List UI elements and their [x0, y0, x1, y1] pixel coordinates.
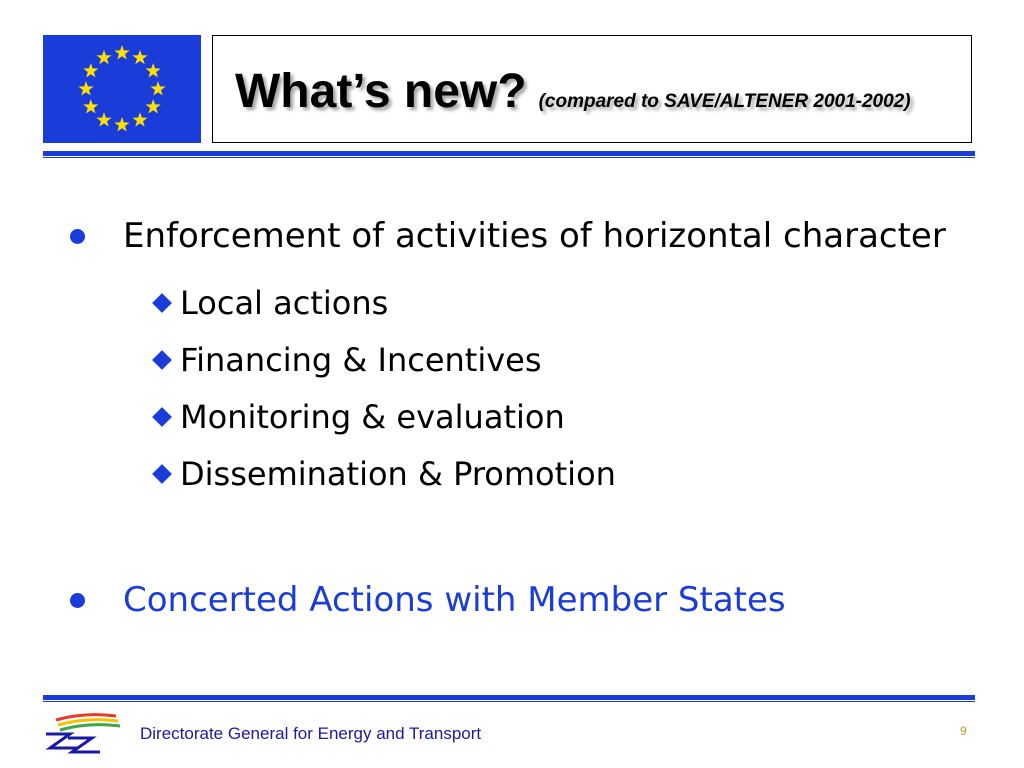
flag-star-icon [78, 81, 93, 95]
sub-item-text: Local actions [180, 284, 389, 322]
flag-star-icon [83, 63, 98, 77]
header-divider [43, 151, 975, 158]
bullet-item-1 [70, 216, 946, 256]
footer-divider [43, 695, 975, 702]
flag-star-icon [146, 63, 161, 77]
sub-item-text: Dissemination & Promotion [180, 455, 616, 493]
bullet-item-2 [70, 580, 786, 620]
slide-title [235, 64, 911, 119]
title-subtitle: (compared to SAVE/ALTENER 2001-2002) [538, 91, 911, 112]
diamond-bullet-icon [152, 464, 172, 484]
flag-star-icon [96, 112, 111, 126]
bullet-text: Enforcement of activities of horizontal character [123, 216, 946, 256]
dg-energy-transport-logo-icon [40, 712, 122, 760]
diamond-bullet-icon [152, 407, 172, 427]
eu-flag-icon [43, 35, 201, 143]
bullet-text: Concerted Actions with Member States [123, 580, 786, 620]
sub-item-text: Monitoring & evaluation [180, 398, 565, 436]
flag-star-icon [132, 112, 147, 126]
sub-item-monitoring [148, 397, 565, 437]
title-main: What’s new? [235, 65, 527, 118]
flag-star-icon [114, 117, 129, 131]
flag-star-icon [132, 50, 147, 64]
diamond-bullet-icon [152, 350, 172, 370]
flag-star-icon [83, 99, 98, 113]
sub-item-dissemination [148, 454, 616, 494]
bullet-dot-icon [70, 593, 85, 608]
flag-star-icon [146, 99, 161, 113]
page-number: 9 [960, 724, 967, 738]
sub-item-financing [148, 340, 542, 380]
flag-star-icon [114, 45, 129, 59]
bullet-dot-icon [70, 229, 85, 244]
sub-item-local-actions [148, 283, 388, 323]
sub-item-text: Financing & Incentives [180, 341, 542, 379]
title-box [212, 35, 972, 143]
flag-star-icon [96, 50, 111, 64]
diamond-bullet-icon [152, 293, 172, 313]
flag-star-icon [150, 81, 165, 95]
footer-text: Directorate General for Energy and Transport [140, 724, 482, 743]
